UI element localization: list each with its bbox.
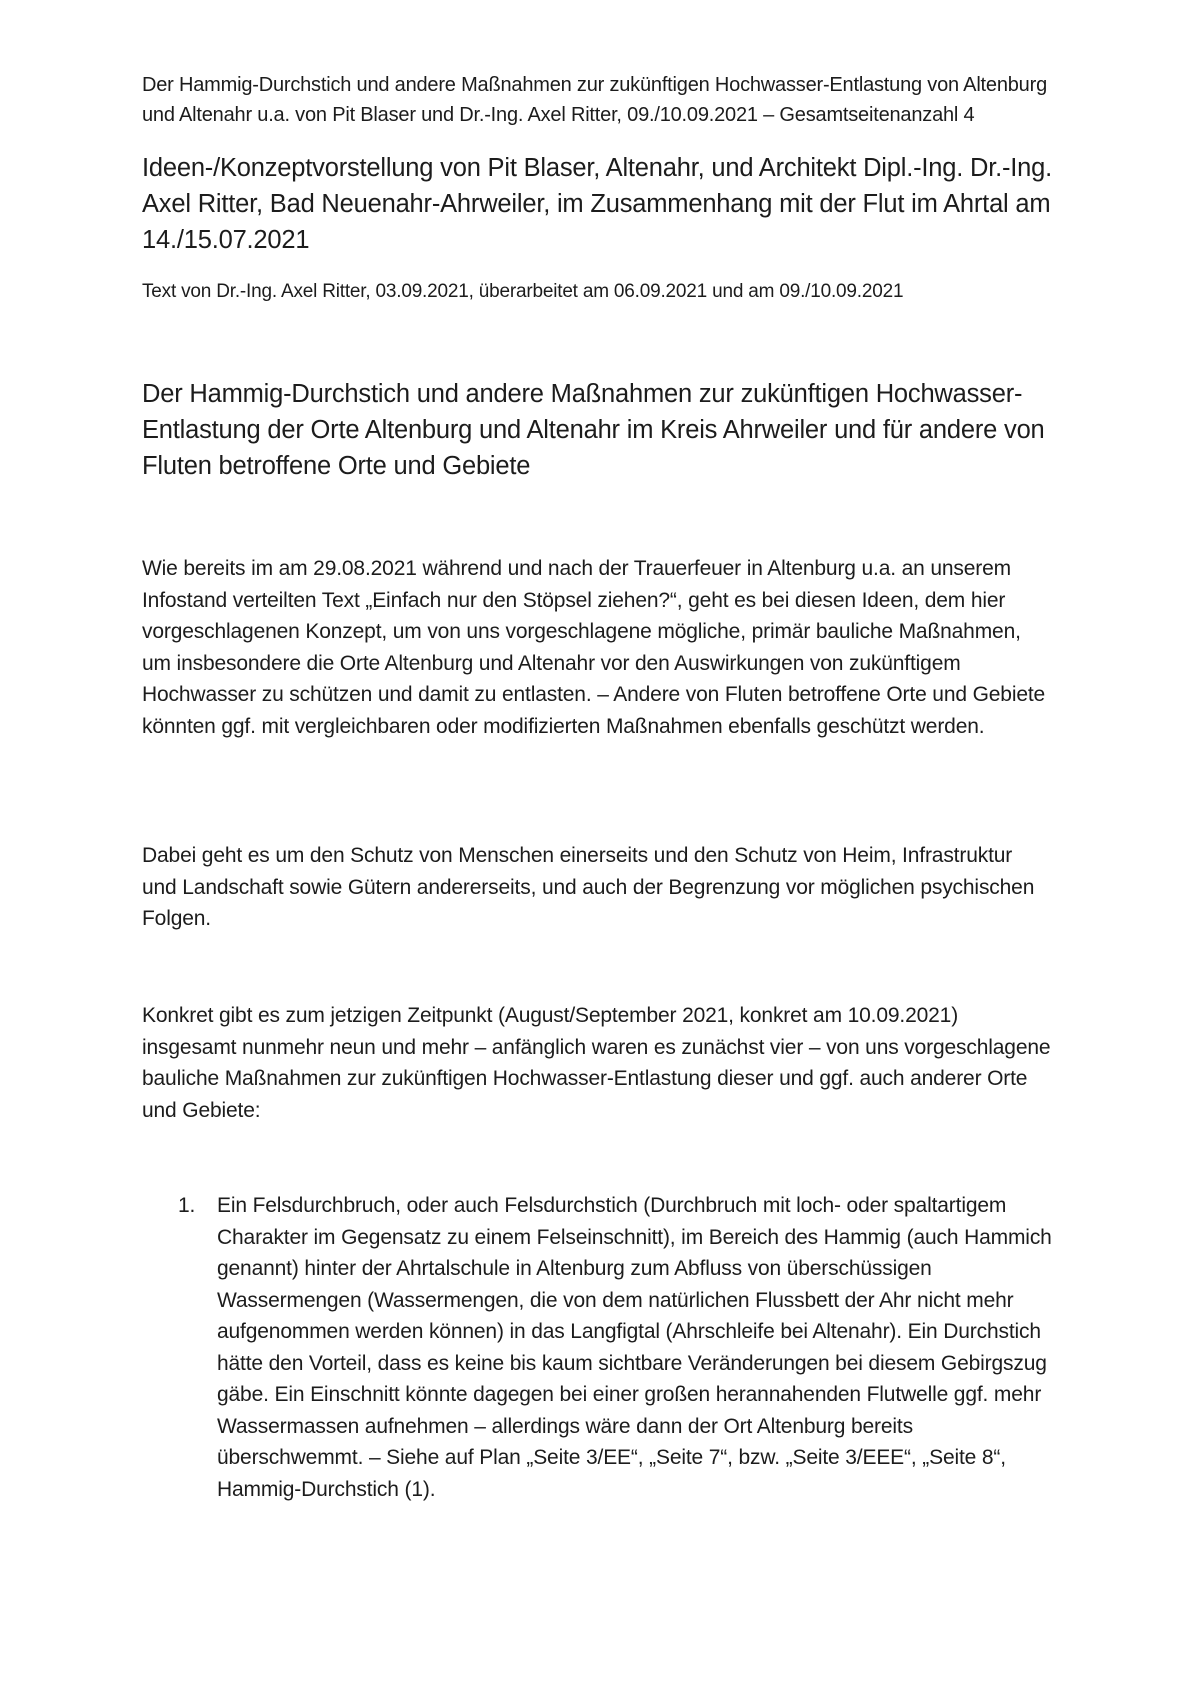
list-item-number: 1. [178, 1194, 196, 1217]
running-header: Der Hammig-Durchstich und andere Maßnahmen zur zukünftigen Hochwasser-Entlastung von Altenburg und Altenahr u.a. von Pit Blaser und Dr.-Ing. Axel Ritter, 09./10.09.2021 – Gesamtseitenanzahl 4 [142, 74, 1047, 126]
section-heading: Der Hammig-Durchstich und andere Maßnahmen zur zukünftigen Hochwasser-Entlastung der Orte Altenburg und Altenahr im Kreis Ahrweiler und für andere von Fluten betroffene Orte und Gebiete [142, 380, 1045, 480]
paragraph-measures: Konkret gibt es zum jetzigen Zeitpunkt (August/September 2021, konkret am 10.09.2021) insgesamt nunmehr neun und mehr – anfänglich waren es zunächst vier – von uns vorgeschlagene bauliche Maßnahmen zur zukünftigen Hochwasser-Entlastung dieser und ggf. auch anderer Orte und Gebiete: [142, 1004, 1051, 1122]
paragraph-intro: Wie bereits im am 29.08.2021 während und nach der Trauerfeuer in Altenburg u.a. an unserem Infostand verteilten Text „Einfach nur den Stöpsel ziehen?“, geht es bei diesen Ideen, dem hier vorgeschlagenen Konzept, um von uns vorgeschlagene mögliche, primär bauliche Maßnahmen, um insbesondere die Orte Altenburg und Altenahr vor den Auswirkungen von zukünftigem Hochwasser zu schützen und damit zu entlasten. – Andere von Fluten betroffene Orte und Gebiete könnten ggf. mit vergleichbaren oder modifizierten Maßnahmen ebenfalls geschützt werden. [142, 557, 1046, 738]
measures-list [142, 1190, 1062, 1505]
list-item [142, 1190, 1062, 1505]
paragraph-protection: Dabei geht es um den Schutz von Menschen einerseits und den Schutz von Heim, Infrastruktur und Landschaft sowie Gütern andererseits, und auch der Begrenzung vor möglichen psychischen Folgen. [142, 844, 1035, 930]
document-title: Ideen-/Konzeptvorstellung von Pit Blaser, Altenahr, und Architekt Dipl.-Ing. Dr.-Ing. Axel Ritter, Bad Neuenahr-Ahrweiler, im Zusammenhang mit der Flut im Ahrtal am 14./15.07.2021 [142, 154, 1053, 254]
author-byline: Text von Dr.-Ing. Axel Ritter, 03.09.2021, überarbeitet am 06.09.2021 und am 09./10.09.2021 [142, 281, 904, 302]
list-item-text: Ein Felsdurchbruch, oder auch Felsdurchstich (Durchbruch mit loch- oder spaltartigem Charakter im Gegensatz zu einem Felseinschnitt), im Bereich des Hammig (auch Hammich genannt) hinter der Ahrtalschule in Altenburg zum Abfluss von überschüssigen Wassermengen (Wassermengen, die von dem natürlichen Flussbett der Ahr nicht mehr aufgenommen werden können) in das Langfigtal (Ahrschleife bei Altenahr). Ein Durchstich hätte den Vorteil, dass es keine bis kaum sichtbare Veränderungen bei diesem Gebirgszug gäbe. Ein Einschnitt könnte dagegen bei einer großen herannahenden Flutwelle ggf. mehr Wassermassen aufnehmen – allerdings wäre dann der Ort Altenburg bereits überschwemmt. – Siehe auf Plan „Seite 3/EE“, „Seite 7“, bzw. „Seite 3/EEE“, „Seite 8“, Hammig-Durchstich (1). [217, 1194, 1052, 1501]
